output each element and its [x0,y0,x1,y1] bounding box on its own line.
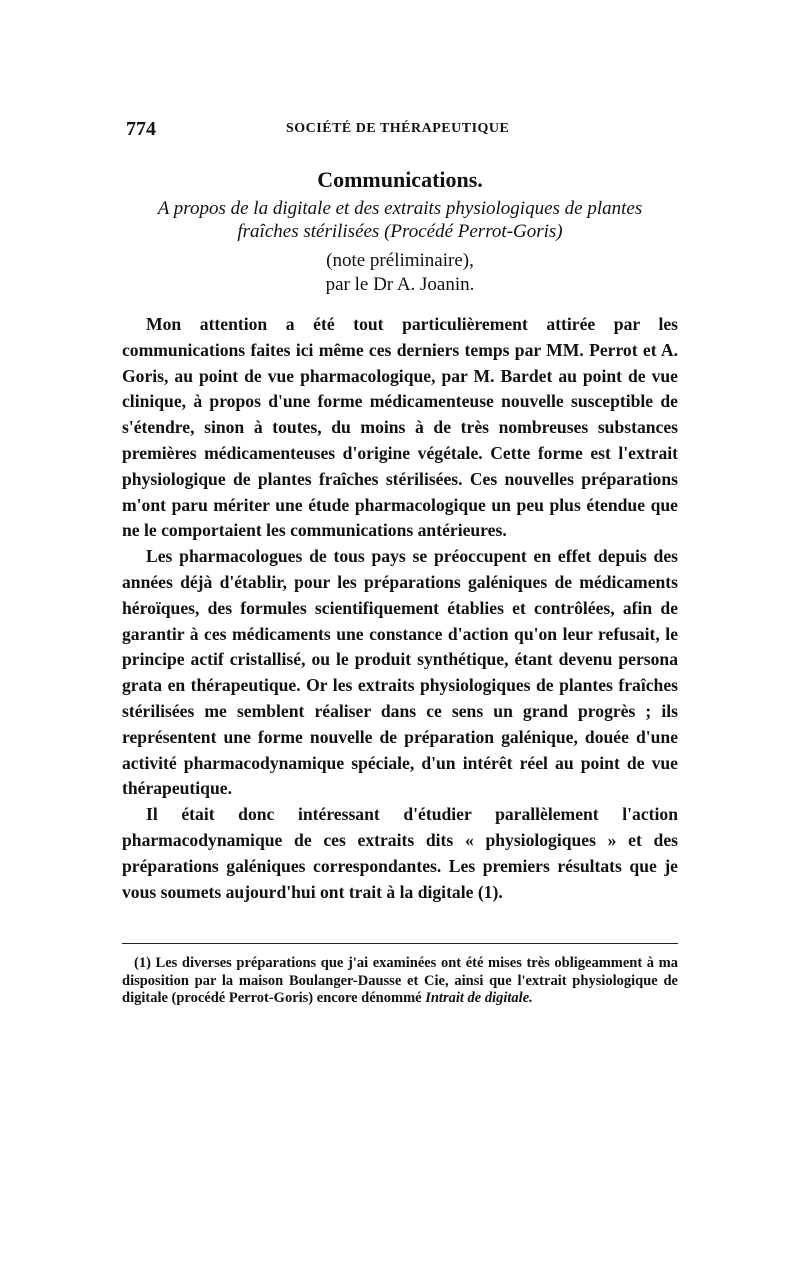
footnote-divider [122,943,678,944]
article-body [122,312,678,905]
paragraph-1: Mon attention a été tout particulièrement attirée par les communications faites ici même ces derniers temps par MM. Perrot et A. Goris, au point de vue pharmacologique, par M. Bardet au point de vue clinique, à propos d'une forme médicamenteuse nouvelle susceptible de s'étendre, sinon à toutes, du moins à de très nombreuses substances premières médicamenteuses d'origine végétale. Cette forme est l'extrait physiologique de plantes fraîches stérilisées. Ces nouvelles préparations m'ont paru mériter une étude pharmacologique un peu plus étendue que ne le comportaient les communications antérieures. [122,314,678,541]
page-number: 774 [126,118,156,140]
section-heading: Communications. [317,167,483,192]
article-title-line-1 [80,198,720,220]
article-note: (note préliminaire), [326,250,474,271]
article-byline: par le Dr A. Joanin. [325,274,475,295]
footnote [122,955,678,1008]
article-title-line-2a: fraîches stérilisées ( [237,221,391,242]
running-header [126,118,682,142]
article-title-line-2c: Perrot-Goris) [453,221,563,242]
article-title-line-1-text: A propos de la digitale et des extraits physiologiques de plantes [157,198,643,219]
footnote-text: (1) Les diverses préparations que j'ai examinées ont été mises très obligeamment à ma disposition par la maison Boulanger-Dausse et Cie, ainsi que l'extrait physiologique de digitale (procédé Perrot-Goris) encore dénommé [122,955,678,1006]
running-title: SOCIÉTÉ DE THÉRAPEUTIQUE [286,121,510,136]
article-title-line-2 [80,221,720,243]
article-title-line-2b: Procédé [390,221,454,242]
paragraph-3: Il était donc intéressant d'étudier parallèlement l'action pharmacodynamique de ces extraits dits « physiologiques » et des préparations galéniques correspondantes. Les premiers résultats que je vous soumets aujourd'hui ont trait à la digitale (1). [122,804,678,902]
paragraph-2: Les pharmacologues de tous pays se préoccupent en effet depuis des années déjà d'établir, pour les préparations galéniques de médicaments héroïques, des formules scientifiquement établies et contrôlées, afin de garantir à ces médicaments une constance d'action qu'on leur refusait, le principe actif cristallisé, ou le produit synthétique, étant devenu persona grata en thérapeutique. Or les extraits physiologiques de plantes fraîches stérilisées me semblent réaliser dans ce sens un grand progrès ; ils représentent une forme nouvelle de préparation galénique, douée d'une activité pharmacodynamique spéciale, d'un intérêt réel au point de vue thérapeutique. [122,546,678,799]
footnote-italic: Intrait de digitale. [425,990,533,1006]
